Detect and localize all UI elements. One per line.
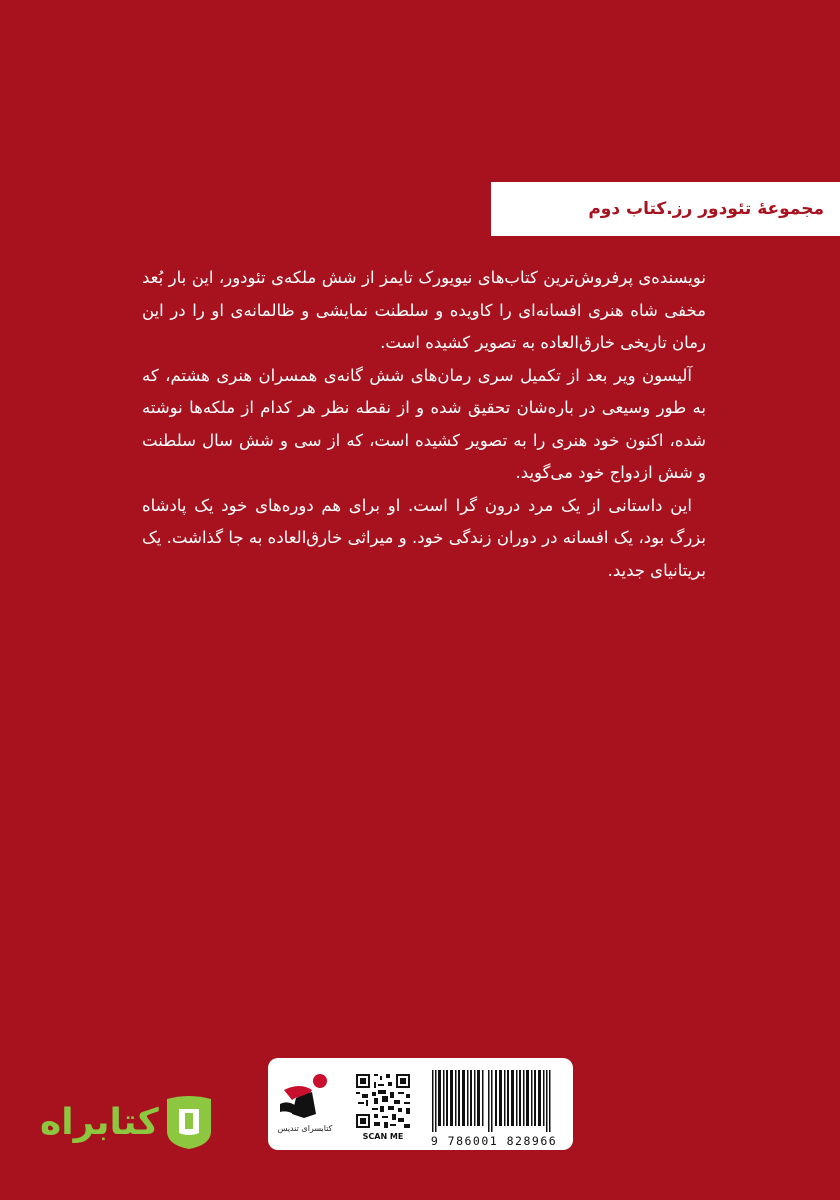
publisher-name: کتابسرای تندیس <box>277 1124 333 1133</box>
qr-code-icon <box>354 1072 412 1130</box>
store-logo <box>40 1092 216 1152</box>
series-banner <box>491 182 840 236</box>
store-name: کتابراه <box>40 1101 159 1143</box>
blurb-paragraph-3: این داستانی از یک مرد درون گرا است. او برای هم دوره‌های خود یک پادشاه بزرگ بود، یک افسانه در دوران زندگی خود. و میراثی خارق‌العاده به جا گذاشت. یک بریتانیای جدید. <box>142 495 706 580</box>
book-blurb <box>142 262 706 587</box>
series-title: مجموعهٔ تئودور رز.کتاب دوم <box>588 199 824 219</box>
qr-caption: SCAN ME <box>362 1132 404 1141</box>
publisher-logo-icon <box>276 1070 334 1122</box>
barcode-icon <box>428 1070 558 1136</box>
isbn-number: 9 786001 828966 <box>430 1134 558 1148</box>
book-shield-icon <box>163 1093 215 1151</box>
blurb-paragraph-2: آلیسون ویر بعد از تکمیل سری رمان‌های شش گانه‌ی همسران هنری هشتم، که به طور وسیعی در باره‌شان تحقیق شده و از نقطه نظر هر کدام از ملکه‌ها نوشته شده، اکنون خود هنری را به تصویر کشیده است، که از سی و شش سال سلطنت و شش ازدواج خود می‌گوید. <box>142 365 706 482</box>
blurb-paragraph-1: نویسنده‌ی پرفروش‌ترین کتاب‌های نیویورک تایمز از شش ملکه‌ی تئودور، این بار بُعد مخفی شاه هنری افسانه‌ای را کاویده و سلطنت نمایشی و ظالمانه‌ی او را در این رمان تاریخی خارق‌العاده به تصویر کشیده است. <box>142 268 706 352</box>
barcode-panel <box>268 1058 573 1150</box>
